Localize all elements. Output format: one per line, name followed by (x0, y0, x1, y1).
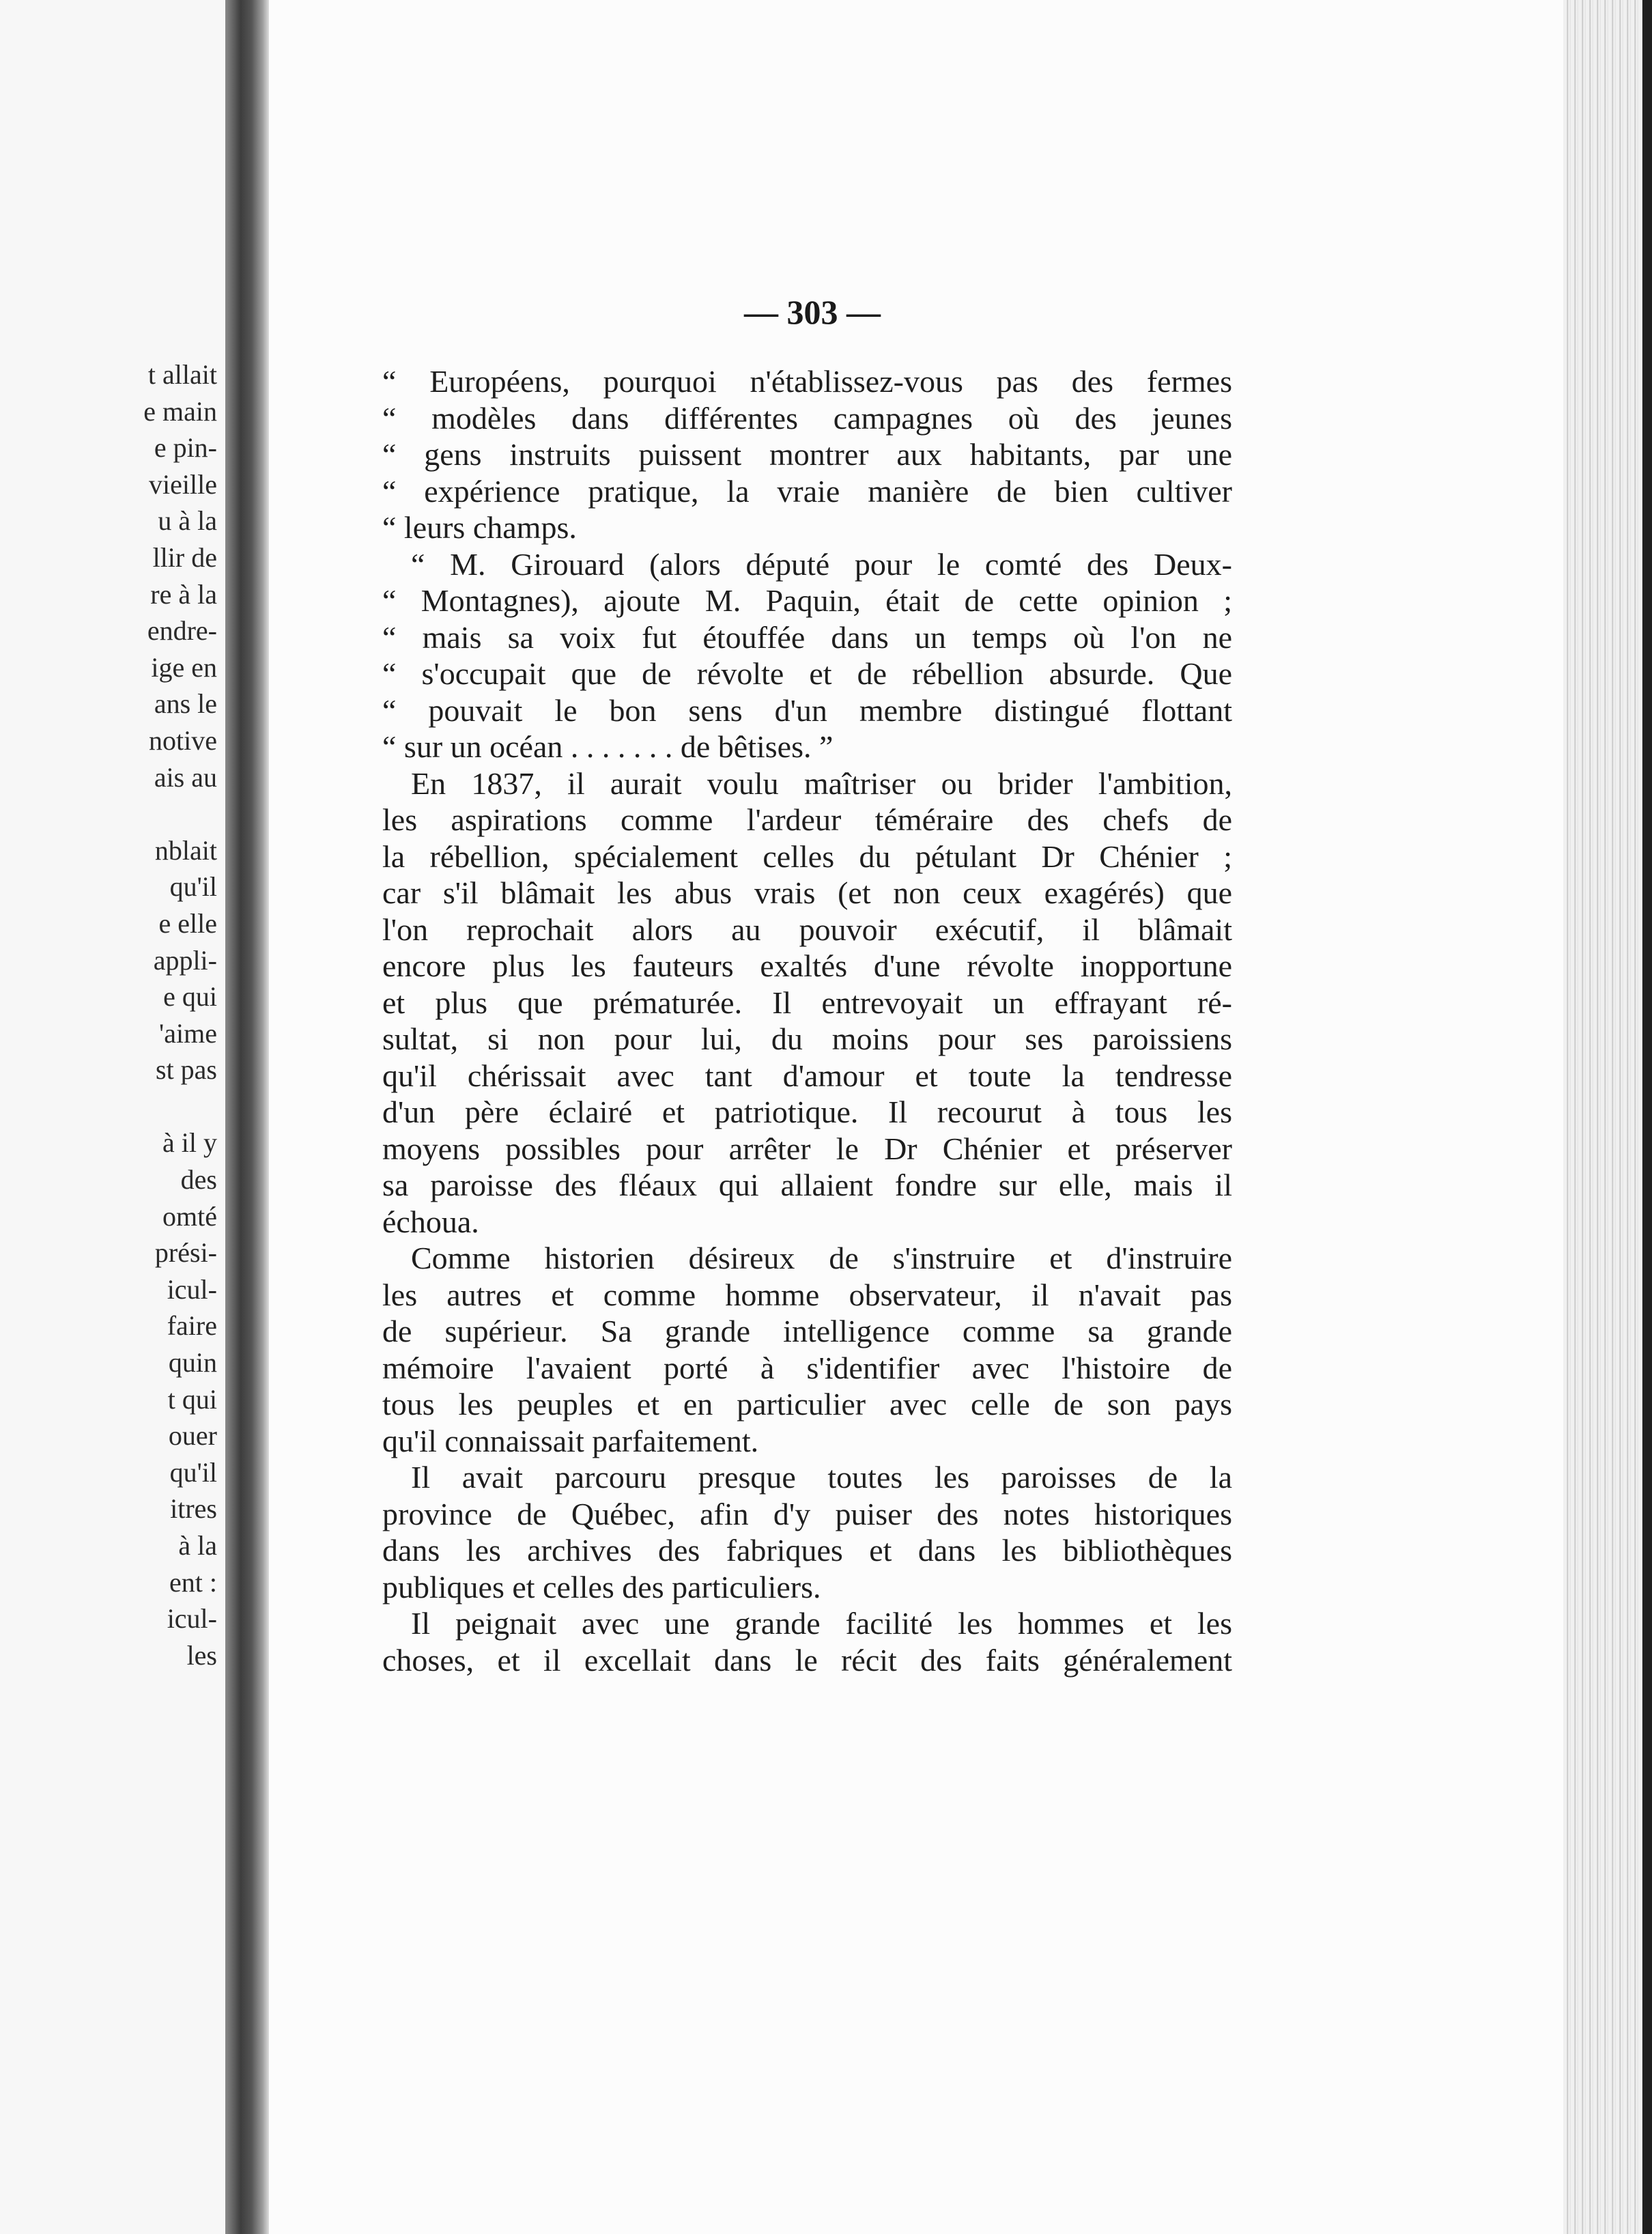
left-page-line: qu'il (169, 1456, 217, 1488)
left-page-line: qu'il (169, 871, 217, 903)
left-page-line: 'aime (159, 1017, 217, 1049)
left-page-line: à la (178, 1530, 217, 1561)
left-page-line: omté (162, 1200, 217, 1232)
left-page-line: icul- (167, 1273, 217, 1305)
text-line: “ expérience pratique, la vraie manière de bien cultiver (382, 473, 1232, 509)
left-page-line: vieille (149, 468, 217, 500)
left-page-line (0, 795, 225, 832)
text-line: Comme historien désireux de s'instruire et d'instruire (411, 1241, 1232, 1275)
text-line: sultat, si non pour lui, du moins pour ses paroissiens (382, 1021, 1232, 1056)
text-line: Il avait parcouru presque toutes les paroisses de la (411, 1460, 1232, 1495)
left-page-line: t allait (147, 359, 217, 390)
text-line: échoua. (382, 1204, 479, 1239)
left-page-line: re à la (150, 578, 217, 610)
page-number: — 303 — (744, 293, 881, 331)
text-line: et plus que prématurée. Il entrevoyait un effrayant ré- (382, 985, 1232, 1020)
text-line: de supérieur. Sa grande intelligence comme sa grande (382, 1314, 1232, 1348)
left-page-line: faire (167, 1310, 217, 1342)
left-page-line: ans le (154, 688, 217, 720)
left-page-line: itres (170, 1493, 217, 1525)
text-line: moyens possibles pour arrêter le Dr Chénier et préserver (382, 1131, 1232, 1166)
left-page-line: e main (143, 395, 217, 427)
left-page-line: llir de (152, 541, 217, 573)
text-line: car s'il blâmait les abus vrais (et non ceux exagérés) que (382, 875, 1232, 910)
left-page-line: e pin- (154, 432, 217, 464)
page-edges (1563, 0, 1652, 2234)
text-line: publiques et celles des particuliers. (382, 1569, 821, 1604)
left-page-line: t qui (167, 1383, 217, 1415)
left-page-line: ige en (151, 651, 217, 683)
left-page-line: notive (149, 724, 217, 756)
text-line: l'on reprochait alors au pouvoir exécutif, il blâmait (382, 911, 1232, 947)
left-page-line: ent : (169, 1566, 217, 1598)
text-line: tous les peuples et en particulier avec celle de son pays (382, 1387, 1232, 1422)
left-page-line: endre- (147, 615, 217, 647)
left-page-line: ais au (154, 761, 217, 793)
text-line: “ modèles dans différentes campagnes où des jeunes (382, 400, 1232, 436)
text-line: encore plus les fauteurs exaltés d'une révolte inopportune (382, 948, 1232, 983)
text-line: sa paroisse des fléaux qui allaient fondre sur elle, mais il (382, 1168, 1232, 1202)
text-line: “ sur un océan . . . . . . . de bêtises. ” (382, 729, 834, 764)
text-line: “ s'occupait que de révolte et de rébellion absurde. Que (382, 656, 1232, 691)
text-line: les autres et comme homme observateur, il n'avait pas (382, 1277, 1232, 1312)
text-line: qu'il connaissait parfaitement. (382, 1423, 759, 1458)
left-page-line: ouer (168, 1420, 217, 1452)
left-page-line: icul- (167, 1603, 217, 1635)
body-text (382, 363, 1232, 1678)
left-page-line: nblait (154, 834, 217, 866)
text-line: la rébellion, spécialement celles du pétulant Dr Chénier ; (382, 838, 1232, 874)
text-line: “ pouvait le bon sens d'un membre distingué flottant (382, 692, 1232, 728)
left-page-text (0, 356, 225, 1673)
left-page-line: u à la (158, 505, 217, 537)
text-line: mémoire l'avaient porté à s'identifier avec l'histoire de (382, 1350, 1232, 1385)
left-page-line: st pas (156, 1054, 217, 1086)
left-page-line (0, 1088, 225, 1125)
left-facing-page (0, 0, 225, 2234)
text-line: province de Québec, afin d'y puiser des notes historiques (382, 1496, 1232, 1531)
text-line: En 1837, il aurait voulu maîtriser ou brider l'ambition, (411, 765, 1232, 801)
text-line: les aspirations comme l'ardeur téméraire des chefs de (382, 802, 1232, 837)
text-line: d'un père éclairé et patriotique. Il recourut à tous les (382, 1094, 1232, 1129)
left-page-line: des (180, 1164, 217, 1196)
text-line: “ Européens, pourquoi n'établissez-vous pas des fermes (382, 364, 1232, 399)
left-page-line: e qui (163, 981, 217, 1013)
left-page-line: e elle (158, 907, 217, 939)
left-page-line: les (186, 1639, 217, 1671)
text-line: dans les archives des fabriques et dans les bibliothèques (382, 1533, 1232, 1568)
text-line: “ gens instruits puissent montrer aux habitants, par une (382, 437, 1232, 472)
book-gutter (225, 0, 269, 2234)
text-line: Il peignait avec une grande facilité les hommes et les (411, 1606, 1232, 1641)
text-line: choses, et il excellait dans le récit des faits généralement (382, 1642, 1232, 1678)
left-page-line: à il y (162, 1127, 217, 1159)
text-line: qu'il chérissait avec tant d'amour et toute la tendresse (382, 1058, 1232, 1093)
left-page-line: quin (168, 1347, 217, 1378)
text-line: “ M. Girouard (alors député pour le comté des Deux- (411, 546, 1232, 582)
text-line: “ Montagnes), ajoute M. Paquin, était de cette opinion ; (382, 583, 1232, 618)
text-line: “ leurs champs. (382, 510, 577, 545)
left-page-line: appli- (153, 944, 217, 976)
text-line: “ mais sa voix fut étouffée dans un temps où l'on ne (382, 619, 1232, 655)
left-page-line: prési- (154, 1237, 217, 1269)
